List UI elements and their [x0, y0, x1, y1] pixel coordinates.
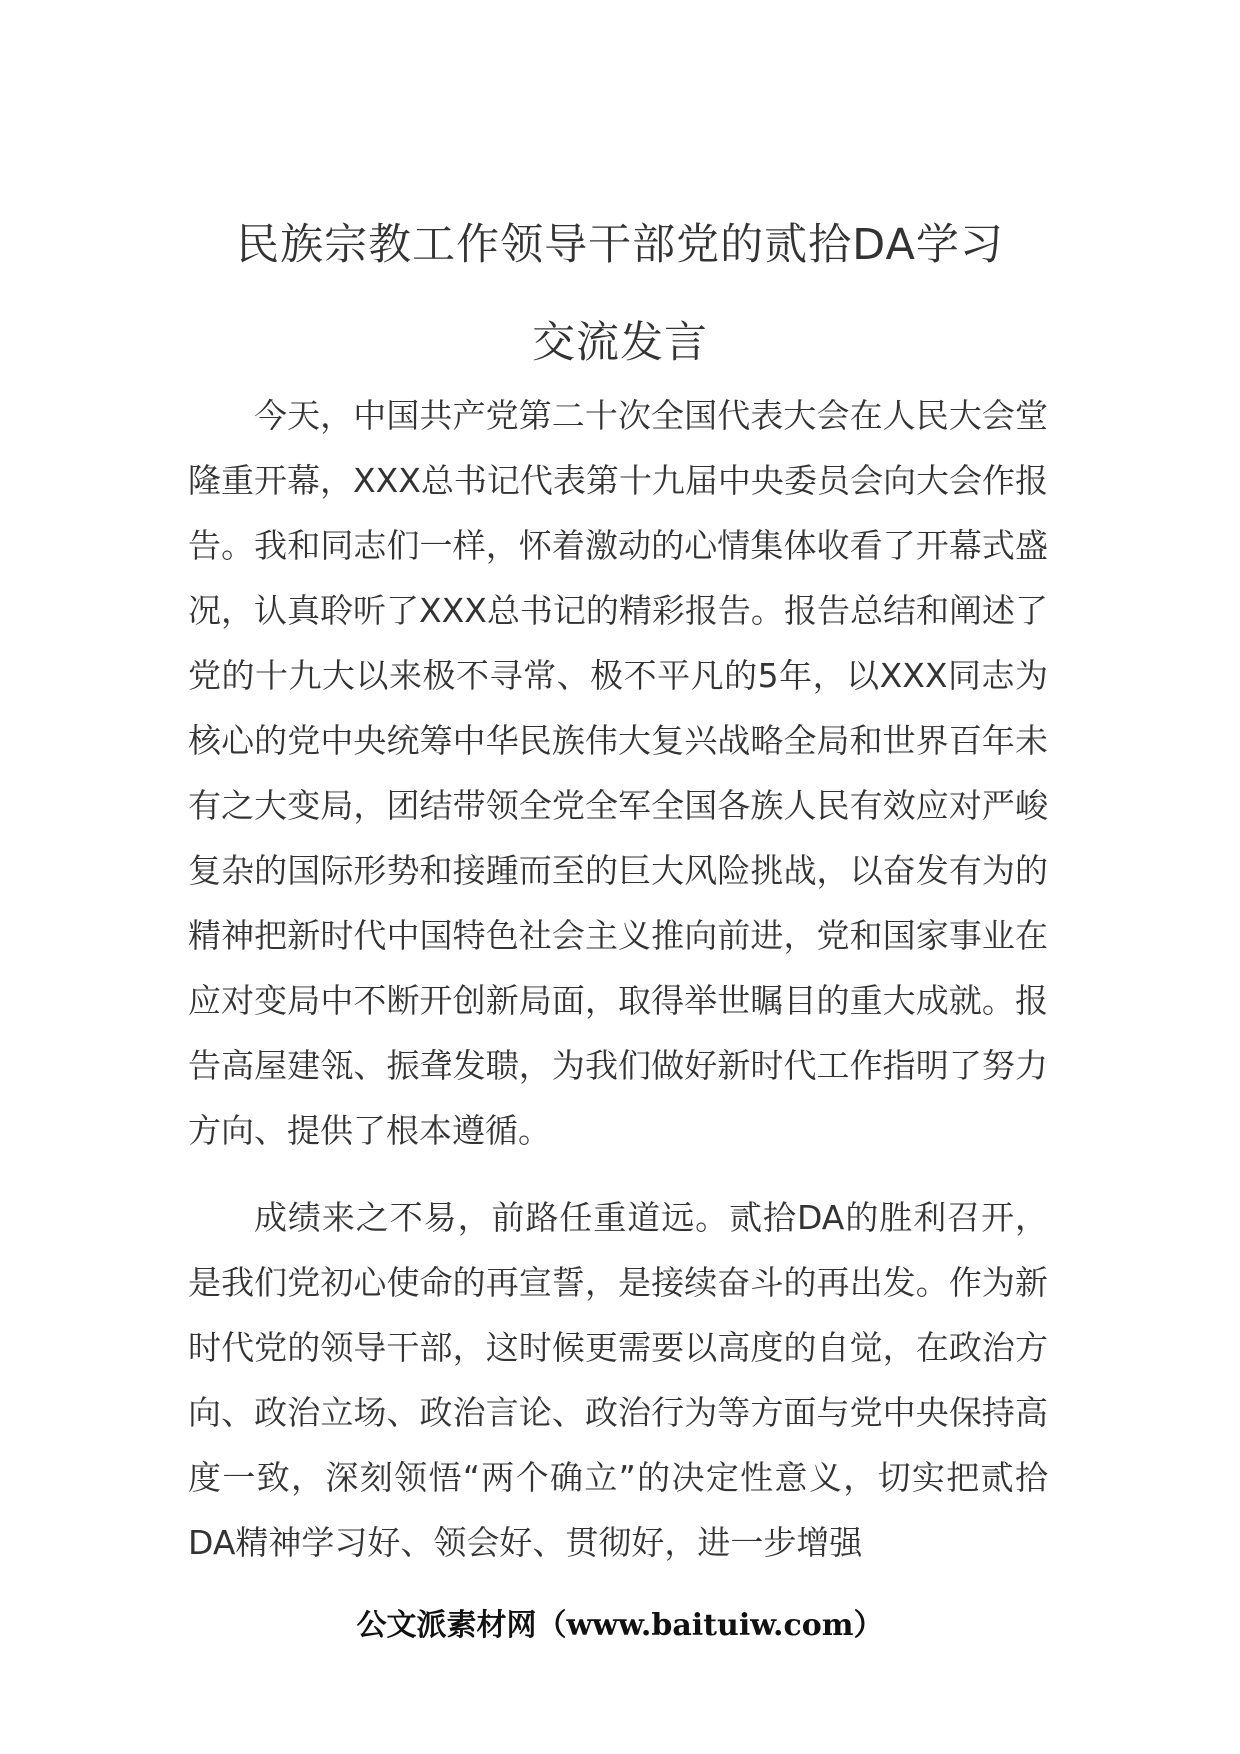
document-body: [188, 383, 1048, 1597]
footer-watermark: 公文派素材网（www.baituiw.com）: [356, 1608, 884, 1643]
title-line-2: 交流发言: [532, 318, 708, 368]
paragraph-2: 成绩来之不易，前路任重道远。贰拾DA的胜利召开，是我们党初心使命的再宣誓，是接续奋斗的再出发。作为新时代党的领导干部，这时候更需要以高度的自觉，在政治方向、政治立场、政治言论、政治行为等方面与党中央保持高度一致，深刻领悟“两个确立”的决定性意义，切实把贰拾DA精神学习好、领会好、贯彻好，进一步增强: [188, 1198, 1048, 1562]
title-line-1: 民族宗教工作领导干部党的贰拾DA学习: [236, 220, 1004, 270]
document-title: [170, 196, 1070, 392]
paragraph-1: 今天，中国共产党第二十次全国代表大会在人民大会堂隆重开幕，XXX总书记代表第十九届中央委员会向大会作报告。我和同志们一样，怀着激动的心情集体收看了开幕式盛况，认真聆听了XXX总书记的精彩报告。报告总结和阐述了党的十九大以来极不寻常、极不平凡的5年，以XXX同志为核心的党中央统筹中华民族伟大复兴战略全局和世界百年未有之大变局，团结带领全党全军全国各族人民有效应对严峻复杂的国际形势和接踵而至的巨大风险挑战，以奋发有为的精神把新时代中国特色社会主义推向前进，党和国家事业在应对变局中不断开创新局面，取得举世瞩目的重大成就。报告高屋建瓴、振聋发聩，为我们做好新时代工作指明了努力方向、提供了根本遵循。: [188, 396, 1048, 1150]
